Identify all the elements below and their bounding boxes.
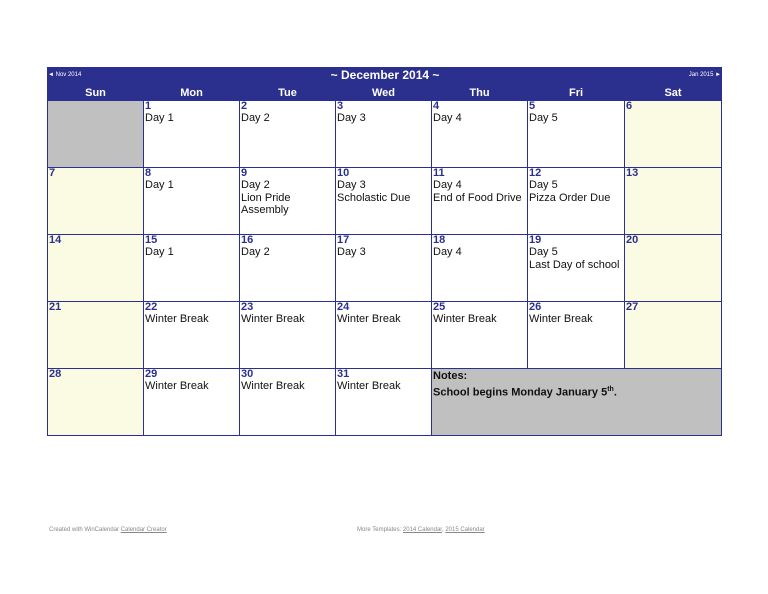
day-cell	[336, 302, 432, 369]
weekday-header-row	[48, 87, 722, 101]
day-event: Winter Break	[145, 313, 209, 325]
day-event: Day 1	[145, 246, 174, 258]
day-event: Day 3	[337, 179, 366, 191]
day-cell	[48, 168, 144, 235]
day-event: Winter Break	[337, 380, 401, 392]
day-event: Day 3	[337, 112, 366, 124]
day-number: 5	[529, 100, 536, 112]
day-cell	[528, 235, 625, 302]
day-number: 26	[529, 301, 542, 313]
calendar-2015-link[interactable]: 2015 Calendar	[445, 527, 485, 533]
day-event: Winter Break	[241, 380, 305, 392]
day-number: 25	[433, 301, 446, 313]
notes-text	[433, 383, 720, 400]
day-number: 2	[241, 100, 248, 112]
day-number: 7	[49, 167, 56, 179]
day-number: 9	[241, 167, 248, 179]
calendar-title-bar	[48, 68, 722, 87]
day-cell	[528, 302, 625, 369]
weekday-header-1: Mon	[144, 87, 240, 101]
day-event: Pizza Order Due	[529, 191, 611, 204]
day-cell	[240, 369, 336, 436]
day-number: 16	[241, 234, 254, 246]
day-event: Day 5	[529, 179, 558, 191]
notes-cell	[432, 369, 722, 436]
day-number: 22	[145, 301, 158, 313]
day-cell	[336, 101, 432, 168]
day-number: 28	[49, 368, 62, 380]
day-number: 19	[529, 234, 542, 246]
day-event: Day 5	[529, 246, 558, 258]
day-number: 23	[241, 301, 254, 313]
week-row	[48, 302, 722, 369]
footer-left	[49, 527, 167, 533]
day-cell	[432, 235, 528, 302]
day-number: 11	[433, 167, 445, 179]
day-event: Day 2	[241, 112, 270, 124]
day-event: Day 1	[145, 179, 174, 191]
day-event: Day 4	[433, 179, 462, 191]
day-number: 17	[337, 234, 350, 246]
day-cell	[625, 302, 722, 369]
weekday-header-5: Fri	[528, 87, 625, 101]
footer-separator: ,	[441, 527, 446, 533]
day-number: 29	[145, 368, 158, 380]
day-number: 3	[337, 100, 344, 112]
day-cell	[48, 369, 144, 436]
day-event: Day 2	[241, 246, 270, 258]
weekday-header-6: Sat	[625, 87, 722, 101]
empty-day-cell	[48, 101, 144, 168]
day-cell	[336, 235, 432, 302]
day-number: 8	[145, 167, 152, 179]
week-row	[48, 168, 722, 235]
week-row	[48, 235, 722, 302]
day-cell	[144, 101, 240, 168]
day-cell	[144, 235, 240, 302]
day-number: 12	[529, 167, 542, 179]
day-cell	[240, 235, 336, 302]
day-event: Scholastic Due	[337, 191, 411, 204]
calendar-table	[47, 67, 722, 436]
notes-text-ordinal: th	[607, 386, 614, 393]
footer-more-text: More Templates:	[357, 527, 403, 533]
day-cell	[240, 168, 336, 235]
day-number: 6	[626, 100, 633, 112]
day-cell	[432, 302, 528, 369]
day-event: Day 5	[529, 112, 558, 124]
day-cell	[432, 168, 528, 235]
day-number: 24	[337, 301, 350, 313]
week-row	[48, 369, 722, 436]
day-number: 13	[626, 167, 639, 179]
day-number: 18	[433, 234, 446, 246]
next-month-link[interactable]: Jan 2015 ►	[688, 72, 722, 78]
notes-text-main: School begins Monday January 5	[433, 386, 608, 399]
day-cell	[144, 369, 240, 436]
week-row	[48, 101, 722, 168]
day-event: Winter Break	[529, 313, 593, 325]
day-cell	[336, 168, 432, 235]
day-event: Winter Break	[145, 380, 209, 392]
day-cell	[240, 302, 336, 369]
day-event: Day 2	[241, 179, 270, 191]
day-event: Last Day of school	[529, 258, 620, 271]
day-event: Winter Break	[337, 313, 401, 325]
day-event: Day 3	[337, 246, 366, 258]
footer-created-text: Created with WinCalendar	[49, 527, 121, 533]
day-number: 31	[337, 368, 350, 380]
day-cell	[144, 168, 240, 235]
day-cell	[432, 101, 528, 168]
day-number: 30	[241, 368, 254, 380]
weekday-header-2: Tue	[240, 87, 336, 101]
day-cell	[625, 101, 722, 168]
day-cell	[528, 168, 625, 235]
weekday-header-3: Wed	[336, 87, 432, 101]
day-cell	[625, 235, 722, 302]
day-number: 1	[145, 100, 152, 112]
day-event: Lion Pride Assembly	[241, 191, 291, 216]
day-event: Day 4	[433, 246, 462, 258]
day-cell	[625, 168, 722, 235]
weekday-header-0: Sun	[48, 87, 144, 101]
calendar-2014-link[interactable]: 2014 Calendar	[402, 527, 442, 533]
day-cell	[144, 302, 240, 369]
day-number: 4	[433, 100, 440, 112]
day-cell	[48, 235, 144, 302]
day-cell	[336, 369, 432, 436]
day-number: 15	[145, 234, 158, 246]
day-event: End of Food Drive	[433, 191, 522, 204]
day-number: 10	[337, 167, 350, 179]
day-number: 27	[626, 301, 639, 313]
day-event: Winter Break	[433, 313, 497, 325]
day-number: 20	[626, 234, 639, 246]
month-title: ~ December 2014 ~	[330, 68, 440, 82]
day-number: 21	[49, 301, 62, 313]
day-event: Day 4	[433, 112, 462, 124]
weekday-header-4: Thu	[432, 87, 528, 101]
day-event: Winter Break	[241, 313, 305, 325]
day-cell	[240, 101, 336, 168]
day-cell	[48, 302, 144, 369]
calendar-creator-link[interactable]: Calendar Creator	[120, 527, 167, 533]
prev-month-link[interactable]: ◄ Nov 2014	[48, 72, 82, 78]
day-cell	[528, 101, 625, 168]
footer-right	[357, 527, 485, 533]
day-event: Day 1	[145, 112, 174, 124]
day-number: 14	[49, 234, 62, 246]
notes-label: Notes:	[433, 370, 468, 382]
notes-text-end: .	[613, 386, 617, 399]
